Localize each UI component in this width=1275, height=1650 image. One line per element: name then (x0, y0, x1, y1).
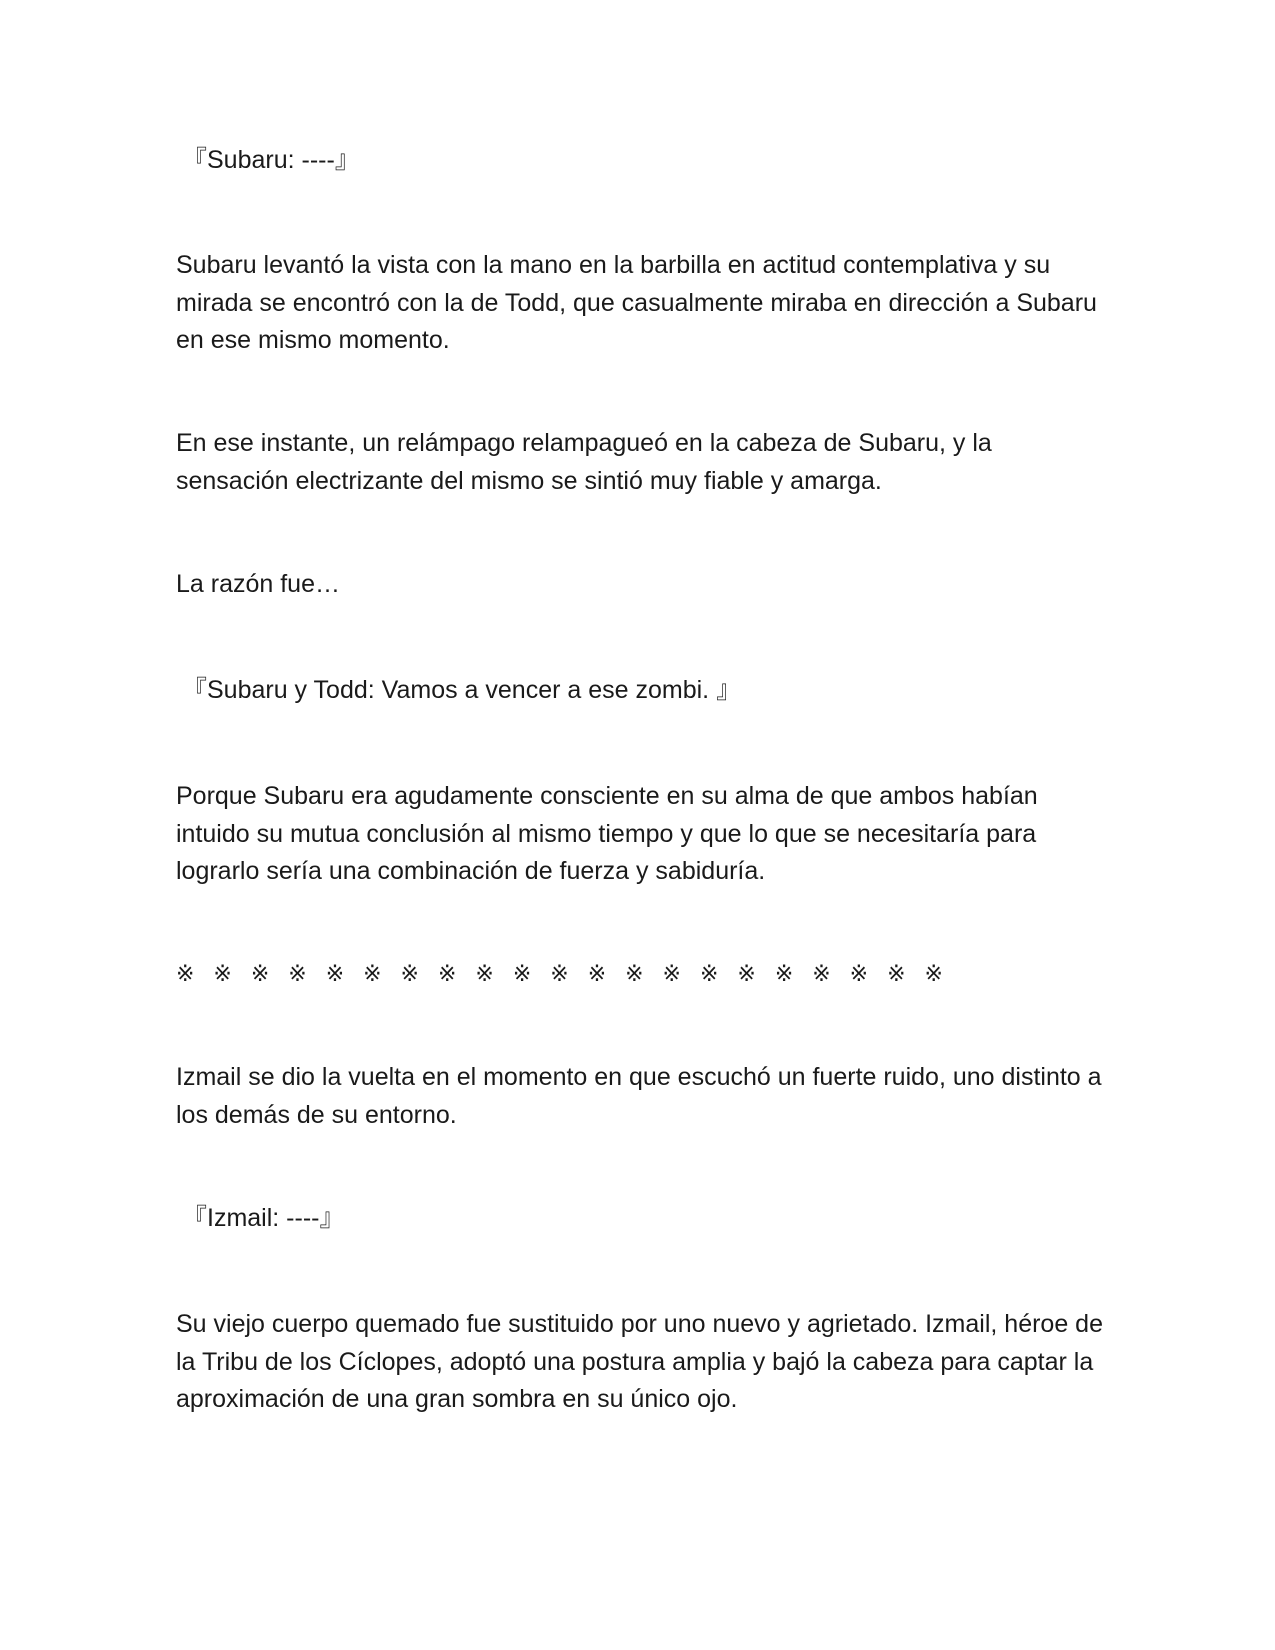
dialogue-subaru-todd: 『Subaru y Todd: Vamos a vencer a ese zombi. 』 (182, 676, 742, 704)
paragraph-reason: La razón fue… (176, 570, 340, 598)
paragraph-subaru-looks-up: Subaru levantó la vista con la mano en la barbilla en actitud contemplativa y su mirada se encontró con la de Todd, que casualmente miraba en dirección a Subaru en ese mismo momento. (176, 251, 1097, 354)
dialogue-subaru: 『Subaru: ----』 (182, 146, 360, 174)
dialogue-izmail: 『Izmail: ----』 (182, 1204, 345, 1232)
paragraph-izmail-body: Su viejo cuerpo quemado fue sustituido por uno nuevo y agrietado. Izmail, héroe de la Tribu de los Cíclopes, adoptó una postura amplia y bajó la cabeza para captar la aproximación de una gran sombra en su único ojo. (176, 1310, 1103, 1413)
paragraph-izmail-turns: Izmail se dio la vuelta en el momento en que escuchó un fuerte ruido, uno distinto a los demás de su entorno. (176, 1063, 1102, 1129)
scene-separator: ※ ※ ※ ※ ※ ※ ※ ※ ※ ※ ※ ※ ※ ※ ※ ※ ※ ※ ※ ※ ※ (176, 962, 949, 987)
paragraph-lightning: En ese instante, un relámpago relampagueó en la cabeza de Subaru, y la sensación electrizante del mismo se sintió muy fiable y amarga. (176, 429, 992, 495)
paragraph-conclusion: Porque Subaru era agudamente consciente en su alma de que ambos habían intuido su mutua conclusión al mismo tiempo y que lo que se necesitaría para lograrlo sería una combinación de fuerza y sabiduría. (176, 782, 1038, 885)
